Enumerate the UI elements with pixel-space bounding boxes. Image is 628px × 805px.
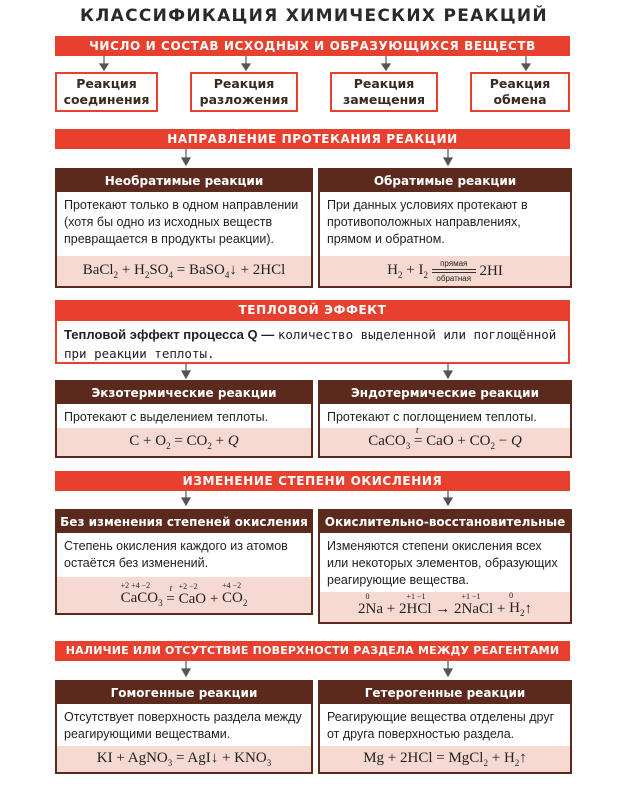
type-box-line1: Реакция: [353, 76, 415, 91]
heat-mark: t: [415, 425, 419, 435]
card-description: При данных условиях протекают в противоположных направлениях, прямом и обратном.: [327, 198, 528, 246]
type-box-line2: соединения: [63, 92, 150, 107]
reaction-formula: CaCO$_3$ = t CaO + $CO_2 - Q$: [320, 428, 570, 456]
heat-effect-definition: [55, 319, 570, 364]
heat-mark: t: [169, 583, 173, 593]
reaction-formula: $H_2 + I_2$ прямая обратная 2HI: [320, 256, 570, 286]
card-description: Реагирующие вещества отделены друг от друга поверхностью раздела.: [327, 710, 555, 741]
reversible-arrow-icon: [432, 259, 476, 283]
card-heading: Гетерогенные реакции: [320, 682, 570, 704]
definition-text: количество выделенной или поглощённой при реакции теплоты.: [64, 327, 557, 361]
card-reversible: [318, 168, 572, 288]
section-band-oxidation: ИЗМЕНЕНИЕ СТЕПЕНИ ОКИСЛЕНИЯ: [55, 471, 570, 491]
section-band-composition: ЧИСЛО И СОСТАВ ИСХОДНЫХ И ОБРАЗУЮЩИХСЯ ВЕЩЕСТВ: [55, 36, 570, 56]
oxidation-states: +2 −2: [178, 582, 198, 591]
type-box-combination: [55, 72, 158, 112]
reaction-formula: BaCl$_2$ + $H_2SO_4$ = BaSO$_4$↓ + 2HCl: [57, 256, 311, 286]
arrow-label-reverse: обратная: [436, 274, 472, 283]
card-redox: [318, 509, 572, 624]
card-description: Степень окисления каждого из атомов остаётся без изменений.: [64, 539, 288, 570]
section-band-heat-effect: ТЕПЛОВОЙ ЭФФЕКТ: [55, 300, 570, 320]
card-endothermic: [318, 380, 572, 458]
card-heading: Гомогенные реакции: [57, 682, 311, 704]
type-box-line1: Реакция: [213, 76, 275, 91]
type-box-decomposition: [190, 72, 298, 112]
card-no-oxidation-change: [55, 509, 313, 615]
card-heterogeneous: [318, 680, 572, 774]
card-description: Отсутствует поверхность раздела между реагирующими веществами.: [64, 710, 302, 741]
oxidation-states: +1 −1: [406, 592, 426, 601]
card-homogeneous: [55, 680, 313, 774]
card-description: Протекают с выделением теплоты.: [64, 410, 269, 424]
card-description: Изменяются степени окисления всех или некоторых элементов, образующих реагирующие вещества.: [327, 539, 558, 587]
card-heading: Эндотермические реакции: [320, 382, 570, 404]
card-heading: Без изменения степеней окисления: [57, 511, 311, 533]
definition-lead: Тепловой эффект процесса Q —: [64, 327, 275, 342]
type-box-line1: Реакция: [489, 76, 551, 91]
oxidation-states: +4 −2: [222, 581, 242, 590]
card-description: Протекают только в одном направлении (хотя бы одно из исходных веществ превращается в продукты реакции).: [64, 198, 299, 246]
card-heading: Экзотермические реакции: [57, 382, 311, 404]
reaction-formula: KI + AgNO$_3$ = AgI↓ + $KNO_3$: [57, 746, 311, 772]
type-box-line2: замещения: [342, 92, 426, 107]
reaction-formula: 2 Na 0 + 2 HCl +1 −1 → 2 NaCl +1 −1 + $H_2$ 0 ↑: [320, 592, 570, 622]
section-band-direction: НАПРАВЛЕНИЕ ПРОТЕКАНИЯ РЕАКЦИИ: [55, 129, 570, 149]
reaction-formula: CaCO$_3$ +2 +4 −2 = t CaO +2 −2 + $CO_2$ +4 −2: [57, 577, 311, 613]
arrow-label-forward: прямая: [440, 259, 468, 268]
reaction-formula: Mg + 2HCl = MgCl$_2$ + $H_2↑$: [320, 746, 570, 772]
page-title: КЛАССИФИКАЦИЯ ХИМИЧЕСКИХ РЕАКЦИЙ: [80, 6, 548, 26]
card-heading: Необратимые реакции: [57, 170, 311, 192]
card-heading: Обратимые реакции: [320, 170, 570, 192]
type-box-line2: разложения: [199, 92, 289, 107]
card-exothermic: [55, 380, 313, 458]
oxidation-states: +2 +4 −2: [120, 581, 151, 590]
type-box-substitution: [330, 72, 438, 112]
oxidation-states: 0: [365, 592, 370, 601]
reaction-formula: $C + O_2 = CO_2 + Q$: [57, 428, 311, 456]
type-box-exchange: [470, 72, 570, 112]
section-band-phase-boundary: НАЛИЧИЕ ИЛИ ОТСУТСТВИЕ ПОВЕРХНОСТИ РАЗДЕЛА МЕЖДУ РЕАГЕНТАМИ: [55, 641, 570, 661]
type-box-line2: обмена: [493, 92, 547, 107]
card-heading: Окислительно-восстановительные: [320, 511, 570, 533]
oxidation-states: 0: [509, 591, 514, 600]
oxidation-states: +1 −1: [461, 592, 481, 601]
type-box-line1: Реакция: [76, 76, 137, 91]
card-description: Протекают с поглощением теплоты.: [327, 410, 537, 424]
card-irreversible: [55, 168, 313, 288]
